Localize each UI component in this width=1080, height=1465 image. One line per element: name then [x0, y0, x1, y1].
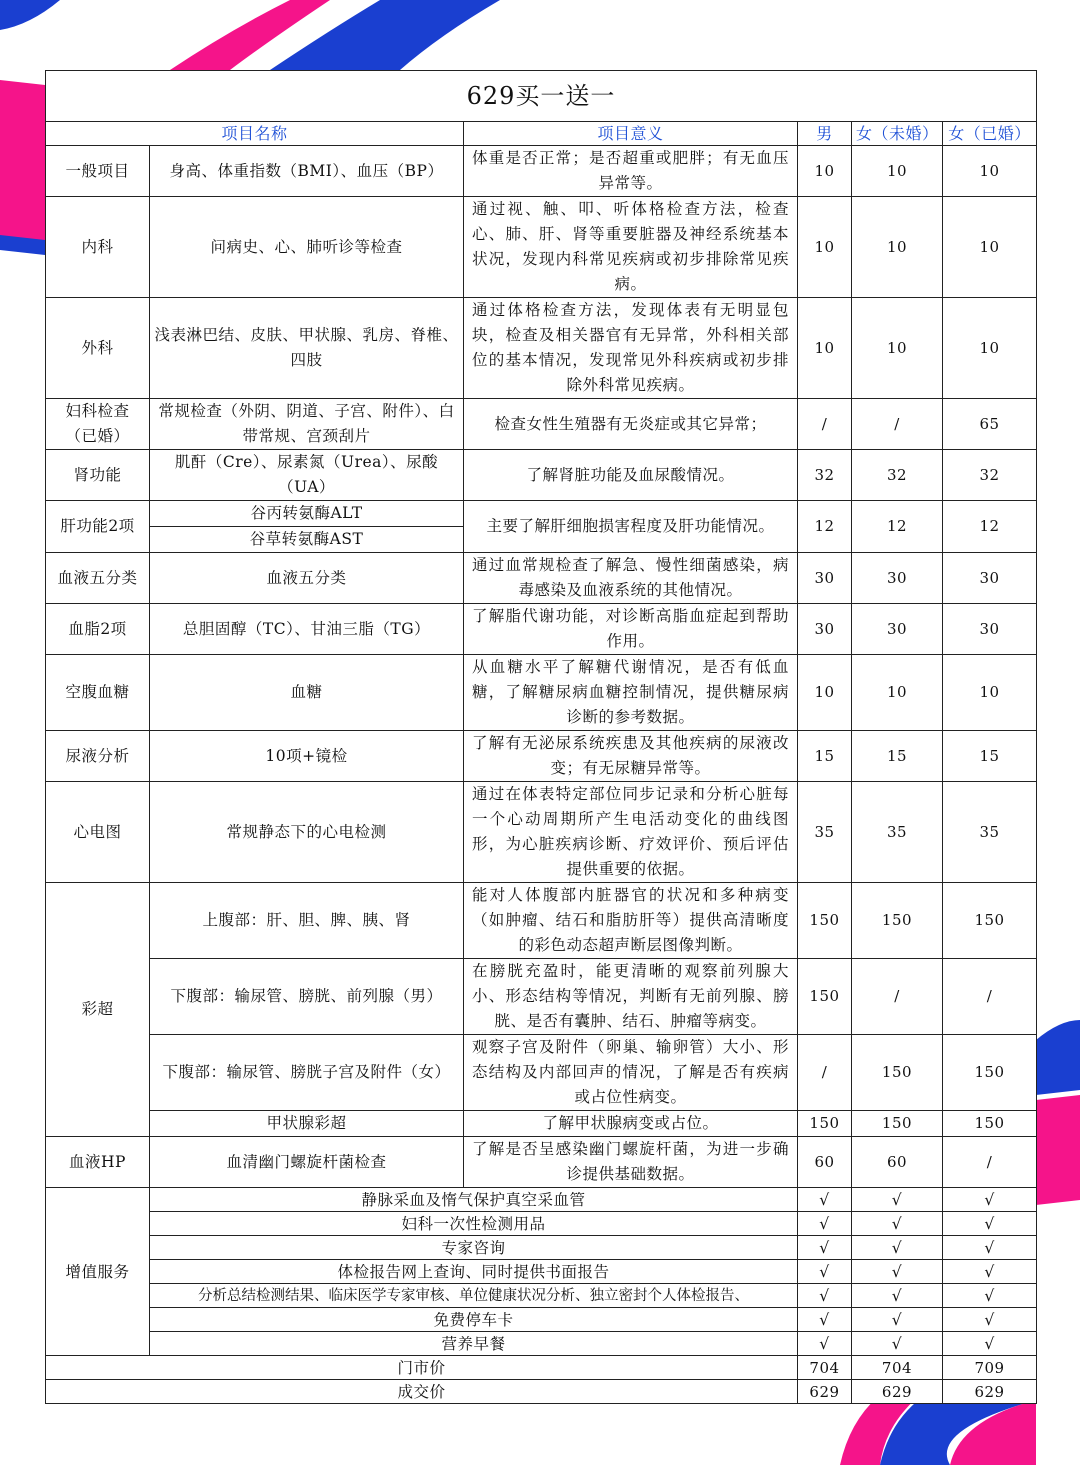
- price-female-married: 10: [943, 655, 1037, 731]
- price-male: 12: [798, 501, 852, 553]
- table-row: [46, 782, 1037, 883]
- price-female-single: /: [852, 959, 943, 1035]
- service-name: 分析总结检测结果、临床医学专家审核、单位健康状况分析、独立密封个人体检报告、: [150, 1284, 798, 1308]
- price-female-single: 10: [852, 298, 943, 399]
- service-row: [46, 1260, 1037, 1284]
- check-mark: √: [943, 1236, 1037, 1260]
- check-mark: √: [943, 1188, 1037, 1212]
- service-category: 增值服务: [46, 1188, 150, 1356]
- price-male: 15: [798, 731, 852, 782]
- check-mark: √: [798, 1212, 852, 1236]
- price-male: 10: [798, 197, 852, 298]
- row-item-name: 常规静态下的心电检测: [150, 782, 464, 883]
- check-mark: √: [852, 1260, 943, 1284]
- service-row: [46, 1284, 1037, 1308]
- service-row: [46, 1188, 1037, 1212]
- price-female-single: 35: [852, 782, 943, 883]
- table-row: [46, 501, 1037, 527]
- row-meaning: 能对人体腹部内脏器官的状况和多种病变（如肿瘤、结石和脂肪肝等）提供高清晰度的彩色动态超声断层图像判断。: [464, 883, 798, 959]
- price-male: 10: [798, 655, 852, 731]
- row-category: 一般项目: [46, 146, 150, 197]
- row-category: 肾功能: [46, 450, 150, 501]
- row-meaning: 了解肾脏功能及血尿酸情况。: [464, 450, 798, 501]
- row-meaning: 了解是否呈感染幽门螺旋杆菌，为进一步确诊提供基础数据。: [464, 1137, 798, 1188]
- deal-price-female-single: 629: [852, 1380, 943, 1404]
- service-name: 专家咨询: [150, 1236, 798, 1260]
- price-female-single: 12: [852, 501, 943, 553]
- table-row: [46, 1035, 1037, 1111]
- table-row: [46, 1111, 1037, 1137]
- row-meaning: 通过体格检查方法，发现体表有无明显包块，检查及相关器官有无异常，外科相关部位的基本情况，发现常见外科疾病或初步排除外科常见疾病。: [464, 298, 798, 399]
- row-item-name: 总胆固醇（TC）、甘油三脂（TG）: [150, 604, 464, 655]
- service-row: [46, 1308, 1037, 1332]
- check-mark: √: [852, 1308, 943, 1332]
- row-item-name: 谷草转氨酶AST: [150, 527, 464, 553]
- row-item-name: 甲状腺彩超: [150, 1111, 464, 1137]
- price-female-single: 10: [852, 146, 943, 197]
- price-male: 60: [798, 1137, 852, 1188]
- header-item-name: 项目名称: [46, 122, 464, 146]
- price-female-married: 10: [943, 298, 1037, 399]
- table-row: [46, 197, 1037, 298]
- service-name: 体检报告网上查询、同时提供书面报告: [150, 1260, 798, 1284]
- table-row: [46, 399, 1037, 450]
- market-price-label: 门市价: [46, 1356, 798, 1380]
- service-name: 营养早餐: [150, 1332, 798, 1356]
- row-category: 血液五分类: [46, 553, 150, 604]
- row-meaning: 通过血常规检查了解急、慢性细菌感染，病毒感染及血液系统的其他情况。: [464, 553, 798, 604]
- price-female-single: 32: [852, 450, 943, 501]
- service-row: [46, 1236, 1037, 1260]
- row-category: 妇科检查（已婚）: [46, 399, 150, 450]
- price-female-married: 10: [943, 146, 1037, 197]
- market-price-row: [46, 1356, 1037, 1380]
- price-male: 150: [798, 883, 852, 959]
- row-item-name: 谷丙转氨酶ALT: [150, 501, 464, 527]
- price-male: /: [798, 1035, 852, 1111]
- check-mark: √: [943, 1284, 1037, 1308]
- row-meaning: 了解有无泌尿系统疾患及其他疾病的尿液改变；有无尿糖异常等。: [464, 731, 798, 782]
- price-female-single: 30: [852, 553, 943, 604]
- table-row: [46, 1137, 1037, 1188]
- price-female-married: 150: [943, 883, 1037, 959]
- table-row: [46, 553, 1037, 604]
- row-meaning: 观察子宫及附件（卵巢、输卵管）大小、形态结构及内部回声的情况，了解是否有疾病或占位性病变。: [464, 1035, 798, 1111]
- price-male: 32: [798, 450, 852, 501]
- row-meaning: 体重是否正常；是否超重或肥胖；有无血压异常等。: [464, 146, 798, 197]
- row-category: 血液HP: [46, 1137, 150, 1188]
- price-female-married: 30: [943, 553, 1037, 604]
- price-male: 30: [798, 553, 852, 604]
- table-row: [46, 655, 1037, 731]
- row-item-name: 肌酐（Cre）、尿素氮（Urea）、尿酸（UA）: [150, 450, 464, 501]
- service-name: 静脉采血及惰气保护真空采血管: [150, 1188, 798, 1212]
- row-item-name: 浅表淋巴结、皮肤、甲状腺、乳房、脊椎、四肢: [150, 298, 464, 399]
- header-female-married: 女（已婚）: [943, 122, 1037, 146]
- service-name: 妇科一次性检测用品: [150, 1212, 798, 1236]
- row-category: 内科: [46, 197, 150, 298]
- table-row: [46, 298, 1037, 399]
- deal-price-female-married: 629: [943, 1380, 1037, 1404]
- check-mark: √: [798, 1308, 852, 1332]
- price-female-single: 150: [852, 1035, 943, 1111]
- market-price-female-married: 709: [943, 1356, 1037, 1380]
- market-price-female-single: 704: [852, 1356, 943, 1380]
- check-mark: √: [798, 1188, 852, 1212]
- row-meaning: 通过在体表特定部位同步记录和分析心脏每一个心动周期所产生电活动变化的曲线图形，为心脏疾病诊断、疗效评价、预后评估提供重要的依据。: [464, 782, 798, 883]
- market-price-male: 704: [798, 1356, 852, 1380]
- price-male: 10: [798, 146, 852, 197]
- row-item-name: 血液五分类: [150, 553, 464, 604]
- price-female-single: 10: [852, 655, 943, 731]
- price-sheet: [45, 70, 1036, 1404]
- price-female-single: 60: [852, 1137, 943, 1188]
- row-meaning: 了解甲状腺病变或占位。: [464, 1111, 798, 1137]
- package-title: 629买一送一: [46, 71, 1037, 122]
- row-category: 血脂2项: [46, 604, 150, 655]
- check-mark: √: [852, 1284, 943, 1308]
- service-row: [46, 1332, 1037, 1356]
- table-row: [46, 604, 1037, 655]
- row-category: 心电图: [46, 782, 150, 883]
- price-female-married: 15: [943, 731, 1037, 782]
- table-row: [46, 959, 1037, 1035]
- price-female-married: 10: [943, 197, 1037, 298]
- price-female-married: 12: [943, 501, 1037, 553]
- price-female-married: 32: [943, 450, 1037, 501]
- header-item-meaning: 项目意义: [464, 122, 798, 146]
- row-item-name: 上腹部：肝、胆、脾、胰、肾: [150, 883, 464, 959]
- service-row: [46, 1212, 1037, 1236]
- row-item-name: 血糖: [150, 655, 464, 731]
- header-female-single: 女（未婚）: [852, 122, 943, 146]
- price-female-single: 150: [852, 883, 943, 959]
- check-mark: √: [798, 1284, 852, 1308]
- table-row: [46, 883, 1037, 959]
- price-female-married: 30: [943, 604, 1037, 655]
- row-item-name: 下腹部：输尿管、膀胱、前列腺（男）: [150, 959, 464, 1035]
- check-mark: √: [852, 1332, 943, 1356]
- checkup-package-table: [45, 70, 1037, 1404]
- check-mark: √: [852, 1236, 943, 1260]
- check-mark: √: [943, 1260, 1037, 1284]
- check-mark: √: [798, 1332, 852, 1356]
- price-female-married: /: [943, 1137, 1037, 1188]
- price-male: /: [798, 399, 852, 450]
- row-category: 空腹血糖: [46, 655, 150, 731]
- price-female-single: 15: [852, 731, 943, 782]
- price-female-single: 30: [852, 604, 943, 655]
- check-mark: √: [798, 1260, 852, 1284]
- price-male: 30: [798, 604, 852, 655]
- row-item-name: 问病史、心、肺听诊等检查: [150, 197, 464, 298]
- price-female-married: /: [943, 959, 1037, 1035]
- row-item-name: 常规检查（外阴、阴道、子宫、附件）、白带常规、宫颈刮片: [150, 399, 464, 450]
- row-meaning: 检查女性生殖器有无炎症或其它异常；: [464, 399, 798, 450]
- row-item-name: 下腹部：输尿管、膀胱子宫及附件（女）: [150, 1035, 464, 1111]
- table-row: [46, 731, 1037, 782]
- check-mark: √: [943, 1308, 1037, 1332]
- row-meaning: 了解脂代谢功能，对诊断高脂血症起到帮助作用。: [464, 604, 798, 655]
- price-male: 35: [798, 782, 852, 883]
- row-item-name: 血清幽门螺旋杆菌检查: [150, 1137, 464, 1188]
- row-item-name: 10项+镜检: [150, 731, 464, 782]
- row-meaning: 在膀胱充盈时，能更清晰的观察前列腺大小、形态结构等情况，判断有无前列腺、膀胱、是否有囊肿、结石、肿瘤等病变。: [464, 959, 798, 1035]
- row-category: 外科: [46, 298, 150, 399]
- check-mark: √: [852, 1212, 943, 1236]
- table-row: [46, 146, 1037, 197]
- row-item-name: 身高、体重指数（BMI）、血压（BP）: [150, 146, 464, 197]
- row-meaning: 通过视、触、叩、听体格检查方法，检查心、肺、肝、肾等重要脏器及神经系统基本状况，发现内科常见疾病或初步排除常见疾病。: [464, 197, 798, 298]
- header-male: 男: [798, 122, 852, 146]
- row-category: 尿液分析: [46, 731, 150, 782]
- deal-price-row: [46, 1380, 1037, 1404]
- price-female-married: 150: [943, 1035, 1037, 1111]
- row-meaning: 从血糖水平了解糖代谢情况，是否有低血糖，了解糖尿病血糖控制情况，提供糖尿病诊断的参考数据。: [464, 655, 798, 731]
- deal-price-label: 成交价: [46, 1380, 798, 1404]
- table-row: [46, 450, 1037, 501]
- check-mark: √: [943, 1212, 1037, 1236]
- deal-price-male: 629: [798, 1380, 852, 1404]
- price-female-married: 150: [943, 1111, 1037, 1137]
- row-category: 肝功能2项: [46, 501, 150, 553]
- price-male: 10: [798, 298, 852, 399]
- service-name: 免费停车卡: [150, 1308, 798, 1332]
- price-female-married: 35: [943, 782, 1037, 883]
- row-meaning: 主要了解肝细胞损害程度及肝功能情况。: [464, 501, 798, 553]
- price-female-single: /: [852, 399, 943, 450]
- price-female-single: 150: [852, 1111, 943, 1137]
- check-mark: √: [943, 1332, 1037, 1356]
- price-female-married: 65: [943, 399, 1037, 450]
- row-category: 彩超: [46, 883, 150, 1137]
- check-mark: √: [798, 1236, 852, 1260]
- price-male: 150: [798, 959, 852, 1035]
- check-mark: √: [852, 1188, 943, 1212]
- price-female-single: 10: [852, 197, 943, 298]
- price-male: 150: [798, 1111, 852, 1137]
